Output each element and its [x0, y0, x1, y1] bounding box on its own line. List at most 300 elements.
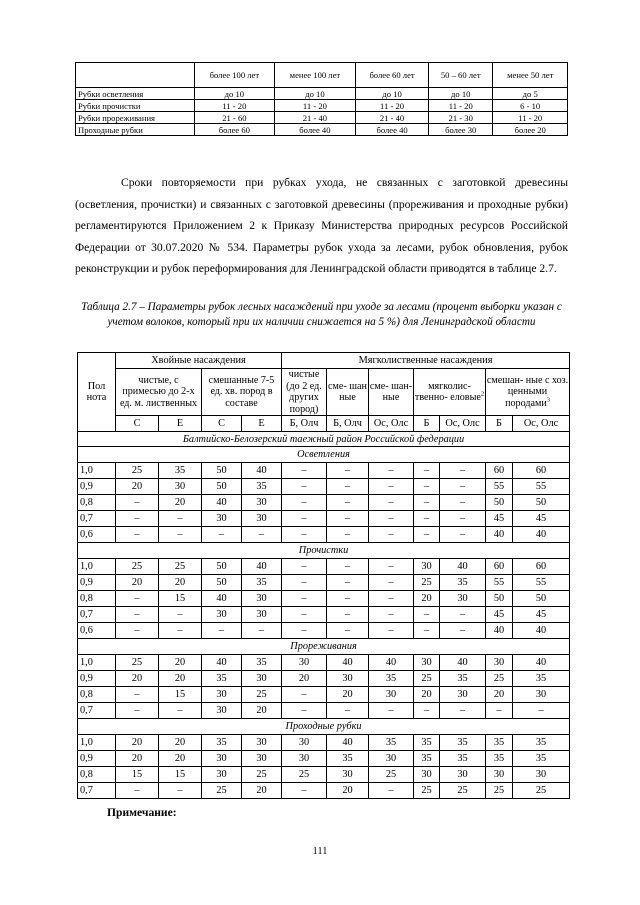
table-row — [78, 559, 570, 575]
species-header-cell: Ос, Олс — [440, 416, 486, 432]
table-row — [78, 607, 570, 623]
table-row — [78, 655, 570, 671]
percent-cell: 30 — [440, 767, 486, 783]
percent-cell: – — [282, 687, 327, 703]
percent-cell: – — [414, 703, 440, 719]
percent-cell: 30 — [513, 767, 570, 783]
percent-cell: 40 — [369, 655, 414, 671]
table-row — [78, 783, 570, 799]
percent-cell: 35 — [369, 735, 414, 751]
percent-cell: 60 — [486, 559, 513, 575]
table-row — [76, 100, 568, 112]
percent-cell: 35 — [440, 751, 486, 767]
table-cell: до 10 — [274, 88, 355, 100]
percent-cell: 35 — [414, 751, 440, 767]
percent-cell: 30 — [242, 495, 282, 511]
top-table-header-cell: более 60 лет — [356, 63, 429, 88]
table-cell: до 10 — [356, 88, 429, 100]
percent-cell: – — [369, 607, 414, 623]
percent-cell: – — [414, 479, 440, 495]
percent-cell: 60 — [513, 559, 570, 575]
percent-cell: 30 — [369, 687, 414, 703]
percent-cell: 20 — [242, 703, 282, 719]
species-header-cell: Ос, Олс — [513, 416, 570, 432]
percent-cell: 25 — [202, 783, 242, 799]
table-caption: Таблица 2.7 – Параметры рубок лесных насаждений при уходе за лесами (процент выборки указан с учетом волоков, который при их наличии снижается на 5 %) для Ленинградской области — [81, 301, 562, 328]
percent-cell: – — [327, 703, 369, 719]
rotation-period-table — [75, 62, 568, 136]
percent-cell: – — [327, 479, 369, 495]
percent-cell: – — [159, 527, 202, 543]
density-cell: 0,7 — [78, 703, 116, 719]
percent-cell: 50 — [202, 463, 242, 479]
soft-leaved-spruce-header: мягколис- твенно- еловые$^2$ — [414, 369, 486, 416]
top-table-header-cell — [76, 63, 195, 88]
percent-cell: – — [440, 479, 486, 495]
row-label: Проходные рубки — [76, 124, 195, 136]
species-header-cell: С — [202, 416, 242, 432]
table-cell: 21 - 40 — [356, 112, 429, 124]
percent-cell: – — [282, 575, 327, 591]
percent-cell: – — [282, 783, 327, 799]
percent-cell: 40 — [242, 559, 282, 575]
table-cell: до 5 — [493, 88, 568, 100]
percent-cell: – — [369, 703, 414, 719]
percent-cell: 35 — [414, 735, 440, 751]
table-row — [78, 479, 570, 495]
table-cell: более 40 — [356, 124, 429, 136]
percent-cell: 20 — [116, 575, 159, 591]
pure-soft-header: чистые (до 2 ед. других пород) — [282, 369, 327, 416]
percent-cell: 20 — [159, 495, 202, 511]
percent-cell: 30 — [414, 655, 440, 671]
percent-cell: 45 — [513, 511, 570, 527]
percent-cell: 25 — [486, 783, 513, 799]
percent-cell: – — [327, 591, 369, 607]
density-cell: 1,0 — [78, 463, 116, 479]
percent-cell: 30 — [242, 607, 282, 623]
percent-cell: – — [369, 463, 414, 479]
percent-cell: 20 — [414, 591, 440, 607]
mixed-valuable-header: смешан- ные с хоз. ценными породами$^3$ — [486, 369, 570, 416]
percent-cell: 30 — [327, 767, 369, 783]
density-cell: 0,9 — [78, 751, 116, 767]
percent-cell: 30 — [202, 687, 242, 703]
species-header-cell: Б, Олч — [327, 416, 369, 432]
percent-cell: – — [369, 575, 414, 591]
percent-cell: 15 — [159, 687, 202, 703]
percent-cell: 25 — [242, 767, 282, 783]
percent-cell: – — [369, 783, 414, 799]
percent-cell: 35 — [440, 575, 486, 591]
percent-cell: – — [327, 527, 369, 543]
percent-cell: – — [369, 591, 414, 607]
percent-cell: – — [202, 623, 242, 639]
row-label: Рубки осветления — [76, 88, 195, 100]
percent-cell: 40 — [327, 655, 369, 671]
percent-cell: – — [282, 495, 327, 511]
percent-cell: – — [486, 703, 513, 719]
table-row — [78, 687, 570, 703]
percent-cell: 30 — [242, 735, 282, 751]
percent-cell: 25 — [486, 671, 513, 687]
percent-cell: 25 — [116, 655, 159, 671]
percent-cell: 20 — [327, 783, 369, 799]
section-title: Прореживания — [78, 639, 570, 655]
table-cell: 21 - 30 — [429, 112, 493, 124]
percent-cell: – — [116, 687, 159, 703]
percent-cell: 30 — [282, 751, 327, 767]
percent-cell: – — [327, 559, 369, 575]
region-row: Балтийско-Белозерский таежный район Российской федерации — [78, 432, 570, 447]
percent-cell: – — [414, 463, 440, 479]
thinning-parameters-table — [77, 352, 570, 799]
percent-cell: 35 — [159, 463, 202, 479]
density-cell: 0,8 — [78, 767, 116, 783]
percent-cell: – — [159, 783, 202, 799]
percent-cell: 30 — [327, 671, 369, 687]
top-table-header-cell: менее 50 лет — [493, 63, 568, 88]
percent-cell: 30 — [242, 591, 282, 607]
percent-cell: 35 — [440, 671, 486, 687]
percent-cell: – — [414, 607, 440, 623]
percent-cell: – — [414, 623, 440, 639]
percent-cell: 20 — [116, 751, 159, 767]
table-row — [78, 511, 570, 527]
percent-cell: – — [282, 623, 327, 639]
mixed-soft-header-1: сме- шан ные — [327, 369, 369, 416]
percent-cell: 40 — [440, 559, 486, 575]
percent-cell: 35 — [513, 751, 570, 767]
percent-cell: 40 — [486, 527, 513, 543]
percent-cell: 35 — [202, 671, 242, 687]
percent-cell: 30 — [202, 607, 242, 623]
percent-cell: 55 — [513, 479, 570, 495]
percent-cell: – — [369, 511, 414, 527]
page-number: 111 — [312, 846, 328, 857]
percent-cell: – — [159, 703, 202, 719]
table-cell: 11 - 20 — [493, 112, 568, 124]
table-row — [78, 495, 570, 511]
percent-cell: – — [369, 527, 414, 543]
percent-cell: 20 — [116, 735, 159, 751]
percent-cell: – — [327, 495, 369, 511]
body-paragraph: Сроки повторяемости при рубках ухода, не связанных с заготовкой древесины (осветления, прочистки) и связанных с заготовкой древесины (прореживания и проходные рубки) регламентируются Приложением 2 к Приказу Министерства природных ресурсов Российской Федерации от 30.07.2020 № 534. Параметры рубок ухода за лесами, рубок обновления, рубок реконструкции и рубок переформирования для Ленинградской области приводятся в таблице 2.7. — [75, 176, 568, 275]
percent-cell: 20 — [282, 671, 327, 687]
density-cell: 1,0 — [78, 559, 116, 575]
percent-cell: 50 — [202, 575, 242, 591]
deciduous-header: Мягколиственные насаждения — [282, 353, 570, 369]
percent-cell: 25 — [369, 767, 414, 783]
percent-cell: 25 — [414, 783, 440, 799]
percent-cell: 40 — [513, 623, 570, 639]
table-cell: 11 - 20 — [195, 100, 275, 112]
table-cell: 11 - 20 — [274, 100, 355, 112]
percent-cell: 20 — [159, 671, 202, 687]
percent-cell: 40 — [242, 463, 282, 479]
percent-cell: 40 — [327, 735, 369, 751]
density-cell: 0,8 — [78, 591, 116, 607]
percent-cell: 50 — [202, 559, 242, 575]
top-table-header-cell: 50 – 60 лет — [429, 63, 493, 88]
species-header-cell: Б — [486, 416, 513, 432]
percent-cell: 50 — [202, 479, 242, 495]
percent-cell: 20 — [116, 671, 159, 687]
species-header-row — [78, 416, 570, 432]
table-cell: более 30 — [429, 124, 493, 136]
section-title: Прочистки — [78, 543, 570, 559]
percent-cell: 25 — [116, 463, 159, 479]
percent-cell: 35 — [242, 479, 282, 495]
percent-cell: 55 — [486, 479, 513, 495]
density-cell: 0,7 — [78, 511, 116, 527]
percent-cell: 20 — [242, 783, 282, 799]
percent-cell: 45 — [486, 607, 513, 623]
percent-cell: – — [116, 623, 159, 639]
percent-cell: – — [159, 511, 202, 527]
percent-cell: – — [282, 703, 327, 719]
percent-cell: 60 — [513, 463, 570, 479]
percent-cell: 25 — [159, 559, 202, 575]
density-cell: 0,8 — [78, 687, 116, 703]
density-cell: 0,9 — [78, 671, 116, 687]
percent-cell: 35 — [242, 575, 282, 591]
density-cell: 0,6 — [78, 623, 116, 639]
percent-cell: 30 — [202, 767, 242, 783]
percent-cell: 40 — [513, 527, 570, 543]
table-row — [78, 527, 570, 543]
table-row — [78, 671, 570, 687]
percent-cell: 60 — [486, 463, 513, 479]
percent-cell: 50 — [513, 591, 570, 607]
percent-cell: – — [414, 495, 440, 511]
section-title: Проходные рубки — [78, 719, 570, 735]
table-row — [78, 767, 570, 783]
percent-cell: 30 — [440, 687, 486, 703]
density-cell: 1,0 — [78, 735, 116, 751]
percent-cell: 20 — [159, 575, 202, 591]
percent-cell: 30 — [202, 703, 242, 719]
density-cell: 0,8 — [78, 495, 116, 511]
species-header-cell: Е — [159, 416, 202, 432]
density-cell: 0,6 — [78, 527, 116, 543]
percent-cell: 30 — [202, 511, 242, 527]
percent-cell: – — [440, 463, 486, 479]
percent-cell: 20 — [414, 687, 440, 703]
percent-cell: 30 — [440, 591, 486, 607]
table-row — [76, 88, 568, 100]
percent-cell: 30 — [282, 655, 327, 671]
percent-cell: – — [282, 607, 327, 623]
percent-cell: 20 — [159, 655, 202, 671]
percent-cell: – — [414, 511, 440, 527]
percent-cell: – — [440, 495, 486, 511]
percent-cell: 45 — [486, 511, 513, 527]
percent-cell: 45 — [513, 607, 570, 623]
percent-cell: 20 — [159, 751, 202, 767]
percent-cell: 30 — [159, 479, 202, 495]
percent-cell: – — [440, 511, 486, 527]
table-cell: до 10 — [195, 88, 275, 100]
percent-cell: 25 — [242, 687, 282, 703]
percent-cell: 25 — [414, 671, 440, 687]
table-cell: 11 - 20 — [429, 100, 493, 112]
percent-cell: – — [440, 607, 486, 623]
percent-cell: 30 — [202, 751, 242, 767]
table-cell: более 60 — [195, 124, 275, 136]
percent-cell: – — [282, 527, 327, 543]
table-row — [78, 591, 570, 607]
percent-cell: – — [327, 575, 369, 591]
percent-cell: 35 — [327, 751, 369, 767]
percent-cell: – — [116, 495, 159, 511]
percent-cell: – — [242, 527, 282, 543]
density-cell: 0,9 — [78, 575, 116, 591]
row-label: Рубки прореживания — [76, 112, 195, 124]
table-row — [78, 575, 570, 591]
percent-cell: 55 — [513, 575, 570, 591]
percent-cell: 35 — [440, 735, 486, 751]
table-row — [78, 463, 570, 479]
density-cell: 0,9 — [78, 479, 116, 495]
mixed-coniferous-header: смешанные 7-5 ед. хв. пород в составе — [202, 369, 282, 416]
percent-cell: – — [116, 783, 159, 799]
density-cell: 1,0 — [78, 655, 116, 671]
percent-cell: – — [116, 591, 159, 607]
percent-cell: 35 — [202, 735, 242, 751]
percent-cell: 15 — [116, 767, 159, 783]
table-cell: более 20 — [493, 124, 568, 136]
percent-cell: – — [440, 703, 486, 719]
density-cell: 0,7 — [78, 783, 116, 799]
species-header-cell: С — [116, 416, 159, 432]
percent-cell: – — [116, 527, 159, 543]
table-row — [78, 703, 570, 719]
percent-cell: – — [116, 607, 159, 623]
percent-cell: – — [440, 623, 486, 639]
percent-cell: 20 — [159, 735, 202, 751]
percent-cell: 30 — [513, 687, 570, 703]
percent-cell: 25 — [440, 783, 486, 799]
percent-cell: – — [282, 479, 327, 495]
top-table-header-cell: менее 100 лет — [274, 63, 355, 88]
percent-cell: 30 — [282, 735, 327, 751]
percent-cell: – — [369, 623, 414, 639]
species-header-cell: Ос, Олс — [369, 416, 414, 432]
percent-cell: 35 — [513, 735, 570, 751]
percent-cell: – — [440, 527, 486, 543]
table-cell: до 10 — [429, 88, 493, 100]
coniferous-header: Хвойные насаждения — [116, 353, 282, 369]
pure-coniferous-header: чистые, с примесью до 2-х ед. м. лиственных — [116, 369, 202, 416]
table-row — [78, 735, 570, 751]
percent-cell: 40 — [202, 591, 242, 607]
percent-cell: – — [282, 511, 327, 527]
table-cell: 11 - 20 — [356, 100, 429, 112]
percent-cell: 20 — [116, 479, 159, 495]
percent-cell: – — [327, 623, 369, 639]
percent-cell: 40 — [513, 655, 570, 671]
percent-cell: 25 — [282, 767, 327, 783]
percent-cell: – — [369, 495, 414, 511]
percent-cell: – — [327, 463, 369, 479]
percent-cell: – — [242, 623, 282, 639]
percent-cell: – — [202, 527, 242, 543]
percent-cell: 50 — [513, 495, 570, 511]
percent-cell: 35 — [486, 751, 513, 767]
polnota-header: Пол нота — [78, 353, 116, 432]
percent-cell: 35 — [242, 655, 282, 671]
percent-cell: 35 — [486, 735, 513, 751]
table-cell: 21 - 60 — [195, 112, 275, 124]
table-row — [76, 124, 568, 136]
top-table-header-row — [76, 63, 568, 88]
percent-cell: 30 — [242, 511, 282, 527]
percent-cell: 20 — [327, 687, 369, 703]
species-header-cell: Б, Олч — [282, 416, 327, 432]
percent-cell: – — [282, 463, 327, 479]
percent-cell: 25 — [513, 783, 570, 799]
percent-cell: – — [159, 607, 202, 623]
row-label: Рубки прочистки — [76, 100, 195, 112]
percent-cell: – — [116, 511, 159, 527]
species-header-cell: Б — [414, 416, 440, 432]
percent-cell: 50 — [486, 495, 513, 511]
percent-cell: 35 — [513, 671, 570, 687]
percent-cell: 15 — [159, 767, 202, 783]
percent-cell: – — [369, 559, 414, 575]
table-cell: 6 - 10 — [493, 100, 568, 112]
percent-cell: 35 — [369, 671, 414, 687]
percent-cell: 30 — [414, 767, 440, 783]
percent-cell: – — [327, 511, 369, 527]
percent-cell: – — [369, 479, 414, 495]
table-row — [78, 623, 570, 639]
percent-cell: 30 — [242, 751, 282, 767]
species-header-cell: Е — [242, 416, 282, 432]
section-title: Осветления — [78, 447, 570, 463]
percent-cell: 30 — [242, 671, 282, 687]
table-row — [76, 112, 568, 124]
percent-cell: 30 — [369, 751, 414, 767]
percent-cell: 15 — [159, 591, 202, 607]
mixed-soft-header-2: сме- шан- ные — [369, 369, 414, 416]
percent-cell: – — [159, 623, 202, 639]
percent-cell: – — [116, 703, 159, 719]
table-row — [78, 751, 570, 767]
percent-cell: 40 — [486, 623, 513, 639]
percent-cell: – — [513, 703, 570, 719]
percent-cell: 40 — [202, 495, 242, 511]
percent-cell: 20 — [486, 687, 513, 703]
percent-cell: 50 — [486, 591, 513, 607]
percent-cell: – — [414, 527, 440, 543]
percent-cell: – — [282, 591, 327, 607]
percent-cell: 40 — [440, 655, 486, 671]
percent-cell: 55 — [486, 575, 513, 591]
percent-cell: 30 — [414, 559, 440, 575]
table-cell: более 40 — [274, 124, 355, 136]
percent-cell: 40 — [202, 655, 242, 671]
note-label: Примечание: — [107, 806, 177, 819]
density-cell: 0,7 — [78, 607, 116, 623]
top-table-header-cell: более 100 лет — [195, 63, 275, 88]
percent-cell: 30 — [486, 655, 513, 671]
percent-cell: 30 — [486, 767, 513, 783]
percent-cell: – — [282, 559, 327, 575]
percent-cell: 25 — [414, 575, 440, 591]
percent-cell: – — [327, 607, 369, 623]
